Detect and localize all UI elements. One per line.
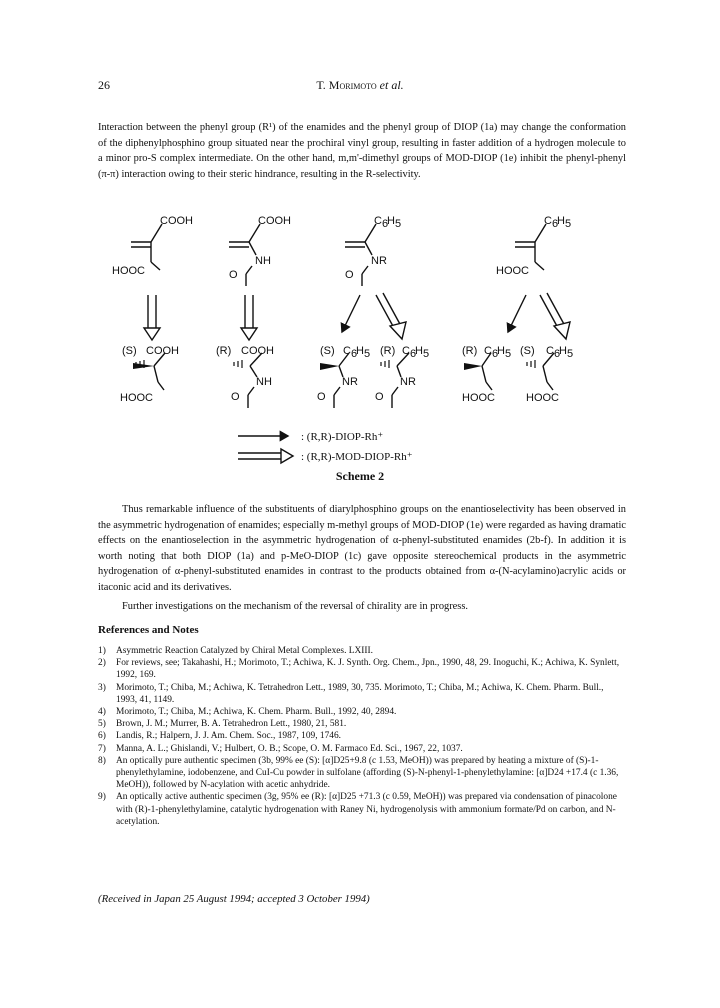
- reference-text: Morimoto, T.; Chiba, M.; Achiwa, K. Chem. Pharm. Bull., 1992, 40, 2894.: [116, 707, 397, 718]
- label-sub5-p5: 5: [505, 348, 512, 360]
- label-h-4: H: [557, 215, 565, 227]
- label-nr-p4: NR: [400, 376, 416, 388]
- label-cooh-p2: COOH: [241, 345, 274, 357]
- label-o-p4: O: [375, 391, 384, 403]
- label-o-2: O: [229, 269, 238, 281]
- reference-item: [98, 645, 626, 657]
- label-s-p3: (S): [320, 345, 335, 357]
- label-h-p4: H: [415, 345, 423, 357]
- label-c-p6: C: [546, 345, 554, 357]
- reference-number: 2): [98, 658, 106, 669]
- reference-number: 3): [98, 682, 106, 693]
- reference-item: [98, 718, 626, 730]
- reference-item: [98, 657, 626, 681]
- label-nr-3: NR: [371, 255, 387, 267]
- label-h-p5: H: [497, 345, 505, 357]
- label-nh-2: NH: [255, 255, 271, 267]
- legend-diop: : (R,R)-DIOP-Rh⁺: [301, 431, 384, 443]
- page-number: 26: [98, 78, 110, 92]
- scheme-labels: [112, 215, 573, 463]
- label-h-p6: H: [559, 345, 567, 357]
- label-s-p6: (S): [520, 345, 535, 357]
- reference-text: Landis, R.; Halpern, J. J. Am. Chem. Soc., 1987, 109, 1746.: [116, 731, 341, 742]
- label-hooc-4: HOOC: [496, 265, 529, 277]
- reference-number: 4): [98, 707, 106, 718]
- label-nh-p2: NH: [256, 376, 272, 388]
- label-r-p5: (R): [462, 345, 478, 357]
- label-cooh-1: COOH: [160, 215, 193, 227]
- scheme-2-figure: [98, 210, 626, 510]
- reference-item: [98, 730, 626, 742]
- body-paragraph-2: Thus remarkable influence of the substituents of diarylphosphino groups on the enantioselectivity has been observed in the asymmetric hydrogenation of enamides; especially m-methyl groups of MOD-DIOP (1e) were regarded as having dramatic effects on the enantioselection in the asymmetric hydrogenation of α-phenyl-substituted enamides (2b-f). In addition it is worth noting that both DIOP (1a) and p-MeO-DIOP (1c) gave opposite stereochemical products in the asymmetric hydrogenation of α-phenyl-substituted enamides in contrast to the products obtained from α-(N-acylamino)acrylic acids or itaconic acid and its derivatives.: [98, 504, 626, 593]
- label-o-p2: O: [231, 391, 240, 403]
- reference-item: [98, 706, 626, 718]
- label-sub5-p6: 5: [567, 348, 574, 360]
- label-r-p2: (R): [216, 345, 232, 357]
- label-h-p3: H: [356, 345, 364, 357]
- label-sub5-3: 5: [395, 218, 402, 230]
- reference-text: For reviews, see; Takahashi, H.; Morimoto, T.; Achiwa, K. J. Synth. Org. Chem., Jpn., 1990, 48, 29. Inoguchi, K.; Achiwa, K. Synlett, 1992, 169.: [116, 658, 620, 681]
- label-sub6-p6: 6: [554, 348, 561, 360]
- reference-number: 9): [98, 792, 106, 803]
- reference-number: 8): [98, 755, 106, 766]
- label-sub6-p3: 6: [351, 348, 358, 360]
- legend-mod-diop: : (R,R)-MOD-DIOP-Rh⁺: [301, 451, 413, 463]
- label-hooc-p1: HOOC: [120, 392, 153, 404]
- reference-text: An optically pure authentic specimen (3b, 99% ee (S): [α]D25+9.8 (c 1.53, MeOH)) was prepared by heating a mixture of (S)-1-phenylethylamine, iodobenzene, and CuI-Cu powder in sulfolane (affording (S)-N-phenyl-1-phenylethylamine: [α]D24 +17.4 (c 1.36, MeOH)), followed by N-acylation with acetic anhydride.: [116, 755, 619, 791]
- label-sub5-p4: 5: [423, 348, 430, 360]
- body-paragraph-1: Interaction between the phenyl group (R¹) of the enamides and the phenyl group of DIOP (1a) may change the conformation of the diphenylphosphino group situated near the prochiral vinyl group, resulting in faster addition of a hydrogen molecule to a minor pro-S complex intermediate. On the other hand, m,m'-dimethyl groups of MOD-DIOP (1e) inhibit the phenyl-phenyl (π-π) interaction owing to their steric hindrance, resulting in the R-selectivity.: [98, 122, 626, 180]
- reference-text: Brown, J. M.; Murrer, B. A. Tetrahedron Lett., 1980, 21, 581.: [116, 719, 347, 730]
- label-c-p4: C: [402, 345, 410, 357]
- label-c-p5: C: [484, 345, 492, 357]
- label-cooh-p1: COOH: [146, 345, 179, 357]
- label-c-3: C: [374, 215, 382, 227]
- label-hooc-p5: HOOC: [462, 392, 495, 404]
- received-date: (Received in Japan 25 August 1994; accepted 3 October 1994): [98, 893, 370, 905]
- label-o-p3: O: [317, 391, 326, 403]
- label-sub6-4: 6: [552, 218, 559, 230]
- label-c-p3: C: [343, 345, 351, 357]
- label-cooh-2: COOH: [258, 215, 291, 227]
- label-c-4: C: [544, 215, 552, 227]
- reference-text: Morimoto, T.; Chiba, M.; Achiwa, K. Tetrahedron Lett., 1989, 30, 735. Morimoto, T.; Chiba, M.; Achiwa, K. Chem. Pharm. Bull., 1993, 41, 1149.: [116, 682, 604, 705]
- reference-item: [98, 755, 626, 792]
- reference-number: 6): [98, 731, 106, 742]
- scheme-wedges: [133, 363, 482, 370]
- reference-number: 5): [98, 719, 106, 730]
- references-list: [98, 645, 626, 828]
- scheme-title: Scheme 2: [335, 469, 385, 483]
- label-sub5-p3: 5: [364, 348, 371, 360]
- running-head: [0, 78, 720, 93]
- author-name: Morimoto: [328, 78, 377, 92]
- label-h-3: H: [387, 215, 395, 227]
- reference-text: Asymmetric Reaction Catalyzed by Chiral Metal Complexes. LXIII.: [116, 646, 373, 656]
- label-sub6-p4: 6: [410, 348, 417, 360]
- reference-item: [98, 743, 626, 755]
- label-nr-p3: NR: [342, 376, 358, 388]
- scheme-svg: [98, 210, 626, 510]
- label-o-3: O: [345, 269, 354, 281]
- author-suffix: et al.: [376, 78, 404, 92]
- label-hooc-1: HOOC: [112, 265, 145, 277]
- reference-text: Manna, A. L.; Ghislandi, V.; Hulbert, O. B.; Scope, O. M. Farmaco Ed. Sci., 1967, 22, 1037.: [116, 743, 463, 754]
- reference-text: An optically active authentic specimen (3g, 95% ee (R): [α]D25 +71.3 (c 0.59, MeOH)) was prepared via condensation of pinacolone with (R)-1-phenylethylamine, catalytic hydrogenation with Raney Ni, hydrogenolysis with ammonium formate/Pd on carbon, and N-acetylation.: [116, 792, 617, 827]
- label-sub6-3: 6: [382, 218, 389, 230]
- label-s-p1: (S): [122, 345, 137, 357]
- label-hooc-p6: HOOC: [526, 392, 559, 404]
- label-r-p4: (R): [380, 345, 396, 357]
- body-paragraph-3: Further investigations on the mechanism of the reversal of chirality are in progress.: [122, 601, 468, 612]
- reference-item: [98, 791, 626, 828]
- label-sub5-4: 5: [565, 218, 572, 230]
- label-sub6-p5: 6: [492, 348, 499, 360]
- scheme-bonds: [131, 224, 554, 395]
- reference-number: 1): [98, 646, 106, 656]
- author-prefix: T.: [316, 78, 329, 92]
- reference-item: [98, 682, 626, 706]
- reference-number: 7): [98, 743, 106, 754]
- references-heading: References and Notes: [98, 624, 199, 636]
